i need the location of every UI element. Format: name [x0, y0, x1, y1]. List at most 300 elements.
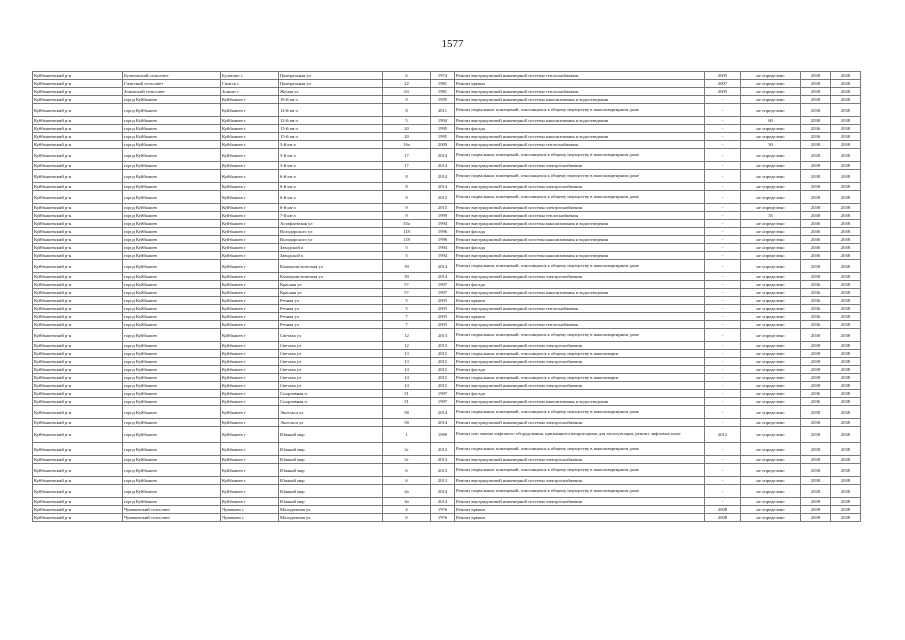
table-row	[33, 72, 861, 80]
cell-house-number: 31	[383, 390, 431, 398]
cell-wear-value: не определено	[741, 162, 801, 170]
cell-work-type: Ремонт внутридомовой инженерной системы электроснабжения	[455, 183, 705, 191]
cell-plan-year-end: 2038	[831, 236, 861, 244]
cell-plan-year-start: 2038	[801, 506, 831, 514]
cell-work-type: Ремонт внутридомовой инженерной системы теплоснабжения	[455, 88, 705, 96]
cell-municipality: город Куйбышев	[123, 289, 221, 297]
cell-district: Куйбышевский р-н	[33, 506, 123, 514]
cell-district: Куйбышевский р-н	[33, 398, 123, 406]
cell-work-type: Ремонт подвальных помещений, относящихся к общему имуществу в многоквартирном доме	[455, 191, 705, 204]
cell-plan-year-end: 2038	[831, 204, 861, 212]
cell-plan-year-end: 2038	[831, 506, 861, 514]
cell-plan-year-start: 2038	[801, 464, 831, 477]
cell-wear-value: не определено	[741, 133, 801, 141]
cell-municipality: город Куйбышев	[123, 183, 221, 191]
cell-municipality: город Куйбышев	[123, 305, 221, 313]
table-row	[33, 162, 861, 170]
cell-plan-year-start: 2036	[801, 125, 831, 133]
cell-plan-year-end: 2038	[831, 281, 861, 289]
cell-house-number: 5	[383, 252, 431, 260]
cell-house-number: 8	[383, 104, 431, 117]
cell-wear-value: не определено	[741, 170, 801, 183]
cell-build-year: 1974	[431, 72, 455, 80]
cell-plan-year-start: 2038	[801, 191, 831, 204]
cell-district: Куйбышевский р-н	[33, 374, 123, 382]
cell-municipality: город Куйбышев	[123, 117, 221, 125]
cell-street: Красная ул	[279, 289, 383, 297]
cell-plan-year-end: 2038	[831, 398, 861, 406]
table-row	[33, 260, 861, 273]
cell-build-year: 1976	[431, 506, 455, 514]
cell-build-year: 2013	[431, 329, 455, 342]
cell-build-year: 1997	[431, 289, 455, 297]
cell-plan-year-start: 2036	[801, 289, 831, 297]
cell-plan-year-start: 2036	[801, 297, 831, 305]
cell-house-number: 14	[383, 374, 431, 382]
cell-plan-year-start: 2036	[801, 398, 831, 406]
cell-settlement: Куйбышев г	[221, 419, 279, 427]
cell-plan-year-end: 2038	[831, 96, 861, 104]
cell-house-number: 1	[383, 427, 431, 443]
cell-build-year: 1997	[431, 281, 455, 289]
cell-plan-year-end: 2038	[831, 406, 861, 419]
cell-work-type: Ремонт внутридомовой инженерной системы канализования и водоотведения	[455, 398, 705, 406]
cell-settlement: Куйбышев г	[221, 281, 279, 289]
cell-work-type: Ремонт крыши	[455, 80, 705, 88]
cell-work-type: Ремонт внутридомовой инженерной системы электроснабжения	[455, 456, 705, 464]
cell-last-repair-year: -	[705, 117, 741, 125]
cell-plan-year-start: 2038	[801, 72, 831, 80]
cell-district: Куйбышевский р-н	[33, 514, 123, 522]
cell-plan-year-start: 2036	[801, 305, 831, 313]
cell-plan-year-end: 2038	[831, 191, 861, 204]
cell-settlement: Куйбышев г	[221, 382, 279, 390]
cell-build-year: 2015	[431, 366, 455, 374]
cell-plan-year-start: 2038	[801, 342, 831, 350]
cell-wear-value: не определено	[741, 342, 801, 350]
table-row	[33, 313, 861, 321]
cell-wear-value: не определено	[741, 305, 801, 313]
table-row	[33, 406, 861, 419]
cell-build-year: 2014	[431, 149, 455, 162]
cell-house-number: 22	[383, 80, 431, 88]
cell-district: Куйбышевский р-н	[33, 297, 123, 305]
cell-plan-year-start: 2036	[801, 133, 831, 141]
cell-build-year: 2014	[431, 419, 455, 427]
cell-wear-value: не определено	[741, 191, 801, 204]
cell-municipality: город Куйбышев	[123, 406, 221, 419]
cell-build-year: 2015	[431, 358, 455, 366]
cell-build-year: 1997	[431, 398, 455, 406]
cell-plan-year-end: 2038	[831, 88, 861, 96]
cell-wear-value: не определено	[741, 220, 801, 228]
cell-house-number: 9	[383, 204, 431, 212]
table-row	[33, 141, 861, 149]
cell-last-repair-year: -	[705, 456, 741, 464]
cell-build-year: 2015	[431, 374, 455, 382]
cell-plan-year-end: 2038	[831, 498, 861, 506]
cell-district: Куйбышевский р-н	[33, 358, 123, 366]
cell-municipality: город Куйбышев	[123, 321, 221, 329]
cell-wear-value: не определено	[741, 104, 801, 117]
cell-municipality: город Куйбышев	[123, 170, 221, 183]
page-number: 1577	[441, 38, 464, 50]
cell-last-repair-year: -	[705, 204, 741, 212]
cell-settlement: Куйбышев г	[221, 125, 279, 133]
cell-municipality: город Куйбышев	[123, 281, 221, 289]
cell-work-type: Ремонт фасада	[455, 390, 705, 398]
table-row	[33, 329, 861, 342]
cell-wear-value: не определено	[741, 281, 801, 289]
cell-wear-value: не определено	[741, 72, 801, 80]
cell-street: Красная ул	[279, 281, 383, 289]
cell-district: Куйбышевский р-н	[33, 464, 123, 477]
cell-plan-year-end: 2038	[831, 117, 861, 125]
table-row	[33, 350, 861, 358]
cell-wear-value: не определено	[741, 350, 801, 358]
cell-settlement: Куйбышев г	[221, 236, 279, 244]
cell-district: Куйбышевский р-н	[33, 149, 123, 162]
cell-district: Куйбышевский р-н	[33, 382, 123, 390]
cell-work-type: Ремонт внутридомовой инженерной системы электроснабжения	[455, 204, 705, 212]
cell-street: 3-й кв-л	[279, 149, 383, 162]
cell-plan-year-end: 2038	[831, 305, 861, 313]
cell-house-number: 57	[383, 289, 431, 297]
cell-wear-value: не определено	[741, 244, 801, 252]
cell-settlement: Куйбышев г	[221, 252, 279, 260]
cell-work-type: Ремонт внутридомовой инженерной системы электроснабжения	[455, 477, 705, 485]
cell-wear-value: не определено	[741, 419, 801, 427]
cell-house-number: 39	[383, 260, 431, 273]
cell-district: Куйбышевский р-н	[33, 141, 123, 149]
cell-district: Куйбышевский р-н	[33, 406, 123, 419]
table-row	[33, 236, 861, 244]
cell-settlement: Куйбышев г	[221, 313, 279, 321]
cell-work-type: Ремонт внутридомовой инженерной системы канализования и водоотведения	[455, 236, 705, 244]
cell-street: Спортивная п	[279, 398, 383, 406]
cell-municipality: город Куйбышев	[123, 125, 221, 133]
cell-settlement: Чумаково с	[221, 514, 279, 522]
cell-last-repair-year: -	[705, 443, 741, 456]
table-row	[33, 382, 861, 390]
table-row	[33, 477, 861, 485]
cell-settlement: Куйбышев г	[221, 141, 279, 149]
cell-wear-value: не определено	[741, 427, 801, 443]
cell-last-repair-year: -	[705, 149, 741, 162]
cell-district: Куйбышевский р-н	[33, 350, 123, 358]
cell-district: Куйбышевский р-н	[33, 228, 123, 236]
cell-plan-year-end: 2038	[831, 350, 861, 358]
table-row	[33, 464, 861, 477]
cell-municipality: город Куйбышев	[123, 149, 221, 162]
cell-last-repair-year: -	[705, 170, 741, 183]
cell-wear-value: не определено	[741, 273, 801, 281]
cell-build-year: 2014	[431, 485, 455, 498]
cell-plan-year-start: 2038	[801, 350, 831, 358]
cell-work-type: Ремонт подвальных помещений, относящихся к общему имуществу в многоквартирном доме	[455, 406, 705, 419]
cell-wear-value: не определено	[741, 88, 801, 96]
table-row	[33, 170, 861, 183]
cell-settlement: Куйбышев г	[221, 498, 279, 506]
cell-house-number: 9	[383, 191, 431, 204]
table-row	[33, 289, 861, 297]
cell-work-type: Ремонт внутридомовой инженерной системы электроснабжения	[455, 162, 705, 170]
cell-house-number: 8	[383, 170, 431, 183]
cell-street: Астафьевская ул	[279, 220, 383, 228]
cell-plan-year-start: 2038	[801, 88, 831, 96]
cell-district: Куйбышевский р-н	[33, 273, 123, 281]
cell-build-year: 2014	[431, 273, 455, 281]
cell-plan-year-start: 2038	[801, 80, 831, 88]
cell-street: Южный мкр	[279, 464, 383, 477]
cell-plan-year-end: 2038	[831, 382, 861, 390]
cell-plan-year-start: 2038	[801, 329, 831, 342]
cell-work-type: Ремонт крыши	[455, 506, 705, 514]
cell-municipality: город Куйбышев	[123, 350, 221, 358]
cell-build-year: 2013	[431, 477, 455, 485]
cell-settlement: Куйбышев г	[221, 289, 279, 297]
cell-last-repair-year: -	[705, 342, 741, 350]
cell-street: 6-й кв-л	[279, 183, 383, 191]
cell-district: Куйбышевский р-н	[33, 477, 123, 485]
cell-district: Куйбышевский р-н	[33, 117, 123, 125]
cell-municipality: город Куйбышев	[123, 228, 221, 236]
cell-plan-year-start: 2038	[801, 498, 831, 506]
cell-municipality: Зоновский сельсовет	[123, 88, 221, 96]
cell-house-number: 12	[383, 342, 431, 350]
cell-district: Куйбышевский р-н	[33, 498, 123, 506]
cell-street: Светлая ул	[279, 350, 383, 358]
cell-street: 12-й кв-л	[279, 117, 383, 125]
cell-street: Южный мкр	[279, 477, 383, 485]
cell-street: Заводской п	[279, 244, 383, 252]
cell-build-year: 1976	[431, 514, 455, 522]
cell-wear-value: не определено	[741, 289, 801, 297]
cell-plan-year-end: 2038	[831, 485, 861, 498]
cell-wear-value: 30	[741, 141, 801, 149]
cell-last-repair-year: -	[705, 141, 741, 149]
table-row	[33, 398, 861, 406]
table-row	[33, 427, 861, 443]
cell-settlement: Гжатск с	[221, 80, 279, 88]
table-row	[33, 125, 861, 133]
cell-plan-year-start: 2038	[801, 183, 831, 191]
cell-work-type: Ремонт крыши	[455, 313, 705, 321]
cell-work-type: Ремонт подвальных помещений, относящихся к общему имуществу в многоквартирном доме	[455, 104, 705, 117]
cell-wear-value: не определено	[741, 183, 801, 191]
cell-build-year: 1997	[431, 390, 455, 398]
table-row	[33, 374, 861, 382]
cell-build-year: 1981	[431, 80, 455, 88]
cell-plan-year-end: 2038	[831, 297, 861, 305]
cell-street: Светлая ул	[279, 358, 383, 366]
cell-settlement: Куйбышев г	[221, 149, 279, 162]
cell-work-type: Ремонт внутридомовой инженерной системы канализования и водоотведения	[455, 220, 705, 228]
cell-build-year: 2005	[431, 321, 455, 329]
cell-street: Речная ул	[279, 297, 383, 305]
cell-plan-year-start: 2038	[801, 273, 831, 281]
cell-plan-year-start: 2036	[801, 321, 831, 329]
cell-plan-year-start: 2038	[801, 419, 831, 427]
cell-municipality: город Куйбышев	[123, 191, 221, 204]
table-row	[33, 390, 861, 398]
cell-plan-year-start: 2038	[801, 149, 831, 162]
cell-settlement: Куйбышев г	[221, 133, 279, 141]
cell-street: Коммунистическая ул	[279, 260, 383, 273]
cell-house-number: 6	[383, 72, 431, 80]
cell-street: Светлая ул	[279, 329, 383, 342]
cell-municipality: город Куйбышев	[123, 419, 221, 427]
cell-district: Куйбышевский р-н	[33, 260, 123, 273]
cell-municipality: город Куйбышев	[123, 498, 221, 506]
cell-district: Куйбышевский р-н	[33, 390, 123, 398]
cell-municipality: Чумаковский сельсовет	[123, 506, 221, 514]
cell-last-repair-year: -	[705, 390, 741, 398]
cell-wear-value: не определено	[741, 366, 801, 374]
cell-street: Южный мкр	[279, 443, 383, 456]
table-row	[33, 506, 861, 514]
cell-house-number: 5	[383, 297, 431, 305]
cell-settlement: Куйбышев г	[221, 443, 279, 456]
cell-plan-year-end: 2038	[831, 374, 861, 382]
cell-street: Речная ул	[279, 305, 383, 313]
cell-work-type: Ремонт крыши	[455, 514, 705, 522]
cell-district: Куйбышевский р-н	[33, 485, 123, 498]
table-row	[33, 252, 861, 260]
cell-last-repair-year: -	[705, 305, 741, 313]
cell-plan-year-start: 2038	[801, 406, 831, 419]
table-row	[33, 96, 861, 104]
cell-settlement: Куйбышев г	[221, 374, 279, 382]
cell-last-repair-year: -	[705, 273, 741, 281]
cell-plan-year-start: 2038	[801, 104, 831, 117]
cell-district: Куйбышевский р-н	[33, 204, 123, 212]
cell-street: Светлая ул	[279, 342, 383, 350]
cell-last-repair-year: -	[705, 260, 741, 273]
cell-municipality: город Куйбышев	[123, 443, 221, 456]
cell-wear-value: не определено	[741, 514, 801, 522]
cell-plan-year-end: 2038	[831, 514, 861, 522]
cell-street: Володарского ул	[279, 236, 383, 244]
table-row	[33, 456, 861, 464]
cell-work-type: Ремонт внутридомовой инженерной системы электроснабжения	[455, 419, 705, 427]
cell-wear-value: не определено	[741, 374, 801, 382]
cell-municipality: город Куйбышев	[123, 382, 221, 390]
cell-build-year: 2014	[431, 162, 455, 170]
cell-settlement: Куйбышев г	[221, 456, 279, 464]
cell-build-year: 1996	[431, 236, 455, 244]
cell-house-number: 6	[383, 477, 431, 485]
cell-plan-year-end: 2038	[831, 183, 861, 191]
cell-house-number: 9	[383, 212, 431, 220]
table-row	[33, 117, 861, 125]
cell-municipality: город Куйбышев	[123, 398, 221, 406]
cell-plan-year-start: 2038	[801, 366, 831, 374]
cell-street: 10-й кв-л	[279, 96, 383, 104]
cell-street: Молодежная ул	[279, 506, 383, 514]
cell-house-number: 16а	[383, 141, 431, 149]
cell-last-repair-year: -	[705, 191, 741, 204]
cell-last-repair-year: -	[705, 133, 741, 141]
cell-house-number: 5	[383, 305, 431, 313]
cell-work-type: Ремонт фасада	[455, 244, 705, 252]
cell-street: Володарского ул	[279, 228, 383, 236]
cell-wear-value: не определено	[741, 252, 801, 260]
cell-district: Куйбышевский р-н	[33, 313, 123, 321]
cell-district: Куйбышевский р-н	[33, 236, 123, 244]
cell-last-repair-year: -	[705, 358, 741, 366]
cell-municipality: город Куйбышев	[123, 104, 221, 117]
cell-plan-year-end: 2038	[831, 104, 861, 117]
cell-wear-value: 60	[741, 117, 801, 125]
cell-build-year: 2013	[431, 464, 455, 477]
table-row	[33, 228, 861, 236]
cell-district: Куйбышевский р-н	[33, 220, 123, 228]
cell-street: Центральная ул	[279, 72, 383, 80]
cell-last-repair-year: -	[705, 96, 741, 104]
cell-build-year: 2013	[431, 443, 455, 456]
cell-municipality: Булатовский сельсовет	[123, 72, 221, 80]
cell-build-year: 2011	[431, 104, 455, 117]
cell-last-repair-year: -	[705, 382, 741, 390]
cell-street: 6-й кв-л	[279, 204, 383, 212]
cell-work-type: Ремонт внутридомовой инженерной системы канализования и водоотведения	[455, 96, 705, 104]
repair-schedule-table	[32, 71, 861, 522]
cell-house-number: 12	[383, 329, 431, 342]
cell-work-type: Ремонт внутридомовой инженерной системы канализования и водоотведения	[455, 117, 705, 125]
cell-work-type: Ремонт крыши	[455, 297, 705, 305]
cell-district: Куйбышевский р-н	[33, 281, 123, 289]
cell-street: Светлая ул	[279, 374, 383, 382]
cell-municipality: город Куйбышев	[123, 133, 221, 141]
cell-plan-year-end: 2038	[831, 162, 861, 170]
cell-last-repair-year: -	[705, 374, 741, 382]
cell-house-number: 7	[383, 321, 431, 329]
cell-last-repair-year: -	[705, 464, 741, 477]
cell-municipality: город Куйбышев	[123, 252, 221, 260]
cell-plan-year-start: 2036	[801, 228, 831, 236]
cell-district: Куйбышевский р-н	[33, 329, 123, 342]
cell-street: Центральная ул	[279, 80, 383, 88]
cell-build-year: 2013	[431, 342, 455, 350]
cell-street: Речная ул	[279, 313, 383, 321]
cell-settlement: Куйбышев г	[221, 170, 279, 183]
cell-plan-year-end: 2038	[831, 273, 861, 281]
cell-wear-value: не определено	[741, 313, 801, 321]
cell-plan-year-end: 2038	[831, 228, 861, 236]
cell-last-repair-year: -	[705, 289, 741, 297]
cell-work-type: Ремонт фасада	[455, 125, 705, 133]
repair-schedule-table-wrapper	[32, 71, 860, 522]
cell-build-year: 2014	[431, 406, 455, 419]
cell-settlement: Куйбышев г	[221, 406, 279, 419]
cell-house-number: 20	[383, 125, 431, 133]
cell-settlement: Чумаково с	[221, 506, 279, 514]
cell-work-type: Ремонт внутридомовой инженерной системы электроснабжения	[455, 342, 705, 350]
cell-house-number: 31	[383, 398, 431, 406]
cell-last-repair-year: -	[705, 350, 741, 358]
cell-plan-year-end: 2038	[831, 260, 861, 273]
cell-district: Куйбышевский р-н	[33, 183, 123, 191]
cell-plan-year-end: 2038	[831, 464, 861, 477]
cell-plan-year-end: 2038	[831, 390, 861, 398]
cell-municipality: город Куйбышев	[123, 485, 221, 498]
cell-street: 6-й кв-л	[279, 191, 383, 204]
cell-house-number: 9	[383, 96, 431, 104]
cell-settlement: Куйбышев г	[221, 117, 279, 125]
cell-house-number: 118	[383, 236, 431, 244]
cell-last-repair-year: -	[705, 485, 741, 498]
